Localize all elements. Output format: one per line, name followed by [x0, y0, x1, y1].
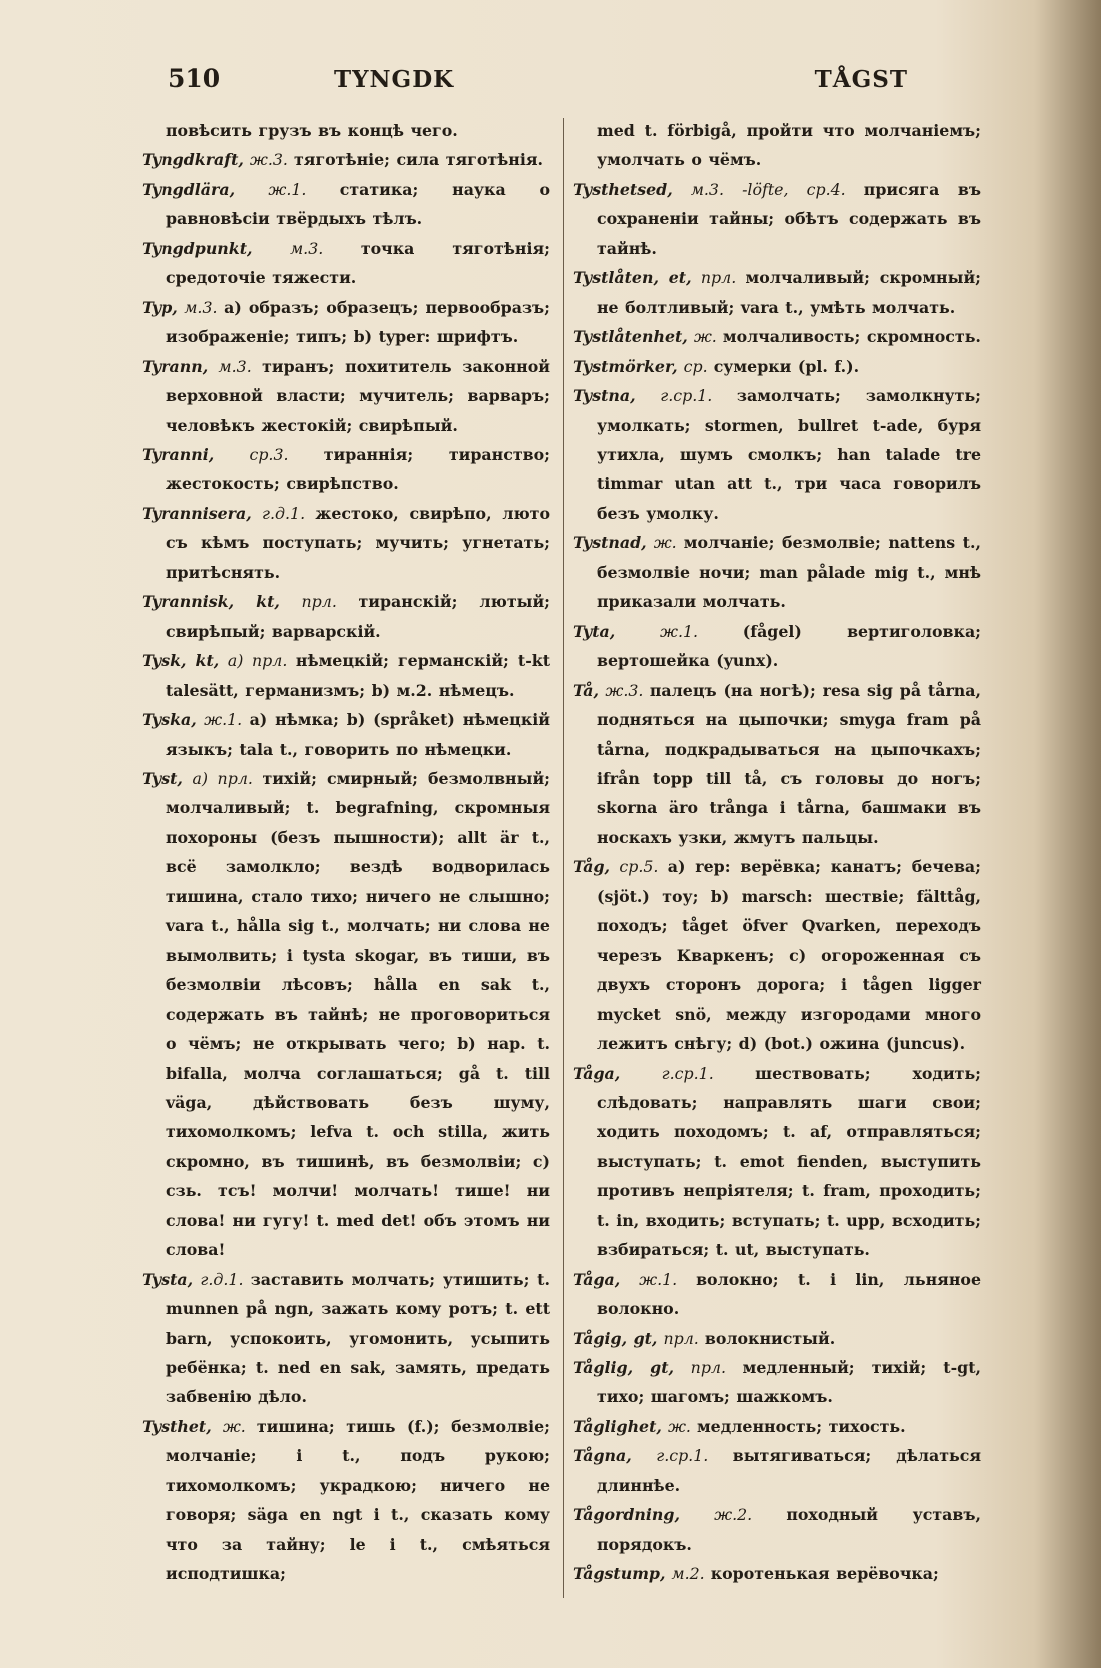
headword: Tyngdkraft, [142, 150, 244, 170]
definition: волокно; t. i lin, льняное волокно. [597, 1269, 981, 1319]
dictionary-entry [142, 116, 550, 145]
grammar-note: ж.2. [714, 1505, 753, 1525]
grammar-note: а) прл. [192, 768, 253, 788]
headword: Tysk, kt, [142, 651, 220, 671]
definition: тяготѣніе; сила тяготѣнія. [294, 150, 544, 170]
definition: палецъ (на ногѣ); resa sig på tårna, подняться на цыпочки; smyga fram på tårna, подкрадываться на цыпочкахъ; ifrån topp till tå, съ головы до ногъ; skorna äro trånga i tårna, башмаки въ носкахъ узки, жмутъ пальцы. [597, 680, 981, 847]
headword: Typ, [142, 297, 178, 317]
grammar-note: м.3. -löfte, ср.4. [690, 179, 846, 199]
dictionary-entry [142, 440, 550, 499]
definition: замолчать; замолкнуть; умолкать; stormen, bullret t-ade, буря утихла, шумъ смолкъ; han talade tre timmar utan att t., три часа говорилъ безъ умолку. [597, 386, 981, 523]
headword: Tyrannisk, kt, [142, 592, 280, 612]
definition: тираннія; тиранство; жестокость; свирѣпство. [166, 444, 550, 494]
headword: Tystnad, [573, 533, 647, 553]
grammar-note: г.д.1. [200, 1269, 244, 1289]
definition: присяга въ сохраненіи тайны; обѣтъ содержать въ тайнѣ. [597, 179, 981, 258]
dictionary-entry [573, 1559, 981, 1588]
dictionary-entry [573, 852, 981, 1058]
definition: статика; наука о равновѣсіи твёрдыхъ тѣлъ. [166, 179, 550, 229]
dictionary-entry [142, 1412, 550, 1589]
definition: нѣмецкій; германскій; t-kt talesätt, германизмъ; b) м.2. нѣмецъ. [166, 651, 550, 700]
grammar-note: а) прл. [227, 651, 288, 671]
headword: Tysthetsed, [573, 179, 673, 199]
dictionary-entry [573, 175, 981, 263]
grammar-note: прл. [663, 1328, 699, 1348]
dictionary-entry [142, 764, 550, 1265]
dictionary-entry [573, 1500, 981, 1559]
grammar-note: ж.1. [204, 710, 243, 730]
headword: Tyta, [573, 621, 616, 641]
dictionary-entry [573, 116, 981, 175]
headword: Tysta, [142, 1269, 194, 1289]
definition: молчаливый; скромный; не болтливый; vara t., умѣть молчать. [597, 268, 981, 317]
left-column [142, 116, 550, 1589]
dictionary-entry [573, 263, 981, 322]
dictionary-entry [573, 676, 981, 853]
grammar-note: ж. [667, 1416, 691, 1436]
grammar-note: г.ср.1. [660, 386, 713, 406]
dictionary-entry [573, 381, 981, 528]
headword: Tyranni, [142, 444, 215, 464]
definition: заставить молчать; утишить; t. munnen på ngn, зажать кому ротъ; t. ett barn, успокоить, угомонить, усыпить ребёнка; t. ned en sak, замять, предать забвенію дѣло. [166, 1269, 550, 1407]
headword: Tåga, [573, 1063, 621, 1083]
dictionary-entry [573, 1059, 981, 1265]
running-head-right: TÅGST [814, 66, 908, 93]
dictionary-entry [142, 646, 550, 705]
dictionary-entry [573, 1265, 981, 1324]
headword: Tystna, [573, 386, 636, 406]
headword: Tyngdlära, [142, 179, 236, 199]
definition: тиранскій; лютый; свирѣпый; варварскій. [166, 592, 550, 641]
headword: Tåglig, gt, [573, 1358, 675, 1378]
headword: Tåglighet, [573, 1416, 662, 1436]
dictionary-entry [573, 1412, 981, 1441]
definition: а) образъ; образецъ; первообразъ; изображеніе; типъ; b) typer: шрифтъ. [166, 297, 550, 347]
grammar-note: ж. [222, 1416, 246, 1436]
dictionary-entry [573, 1353, 981, 1412]
grammar-note: ср. [683, 356, 708, 376]
dictionary-entry [142, 1265, 550, 1412]
definition: медленный; тихій; t-gt, тихо; шагомъ; шажкомъ. [597, 1358, 981, 1407]
headword: Tyrannisera, [142, 503, 252, 523]
dictionary-entry [573, 1324, 981, 1353]
grammar-note: м.3. [290, 238, 324, 258]
grammar-note: ж. [653, 533, 677, 553]
page-number: 510 [168, 64, 221, 93]
column-divider [563, 118, 564, 1598]
grammar-note: м.2. [671, 1564, 705, 1584]
definition: жестоко, свирѣпо, люто съ кѣмъ поступать; мучить; угнетать; притѣснять. [166, 503, 550, 582]
grammar-note: м.3. [184, 297, 218, 317]
dictionary-entry [573, 528, 981, 616]
grammar-note: г.ср.1. [661, 1063, 714, 1083]
grammar-note: ж.1. [659, 621, 699, 641]
grammar-note: ж.1. [639, 1269, 678, 1289]
definition: тиранъ; похититель законной верховной власти; мучитель; варваръ; человѣкъ жестокій; свирѣпый. [166, 356, 550, 435]
grammar-note: г.д.1. [262, 503, 306, 523]
definition: (fågel) вертиголовка; вертошейка (yunx). [597, 621, 982, 671]
definition: а) rep: верёвка; канатъ; бечева; (sjöt.) тоу; b) marsch: шествіе; fälttåg, походъ; tåget öfver Qvarken, переходъ черезъ Кваркенъ; с) огороженная съ двухъ сторонъ дорога; i tågen ligger mycket snö, между изгородами много лежитъ снѣгу; d) (bot.) ожина (juncus). [597, 857, 981, 1054]
page-header [168, 64, 908, 104]
definition: med t. förbigå, пройти что молчаніемъ; умолчать о чёмъ. [597, 121, 981, 170]
dictionary-entry [142, 145, 550, 174]
headword: Tå, [573, 680, 599, 700]
definition: тихій; смирный; безмолвный; молчаливый; t. begrafning, скромныя похороны (безъ пышности); allt är t., всё замолкло; вездѣ водворилась тишина, стало тихо; ничего не слышно; vara t., hålla sig t., молчать; ни слова не вымолвить; i tysta skogar, въ тиши, въ безмолвіи лѣсовъ; hålla en sak t., содержать въ тайнѣ; не проговориться о чёмъ; не открывать чего; b) нар. t. bifalla, молча соглашаться; gå t. till väga, дѣйствовать безъ шуму, тихомолкомъ; lefva t. och stilla, жить скромно, въ тишинѣ, въ безмолвіи; с) сзь. тсъ! молчи! молчать! тише! ни слова! ни гугу! t. med det! объ этомъ ни слова! [166, 768, 550, 1260]
headword: Tåga, [573, 1269, 621, 1289]
headword: Tystlåten, et, [573, 268, 692, 288]
dictionary-entry [142, 705, 550, 764]
dictionary-entry [573, 617, 981, 676]
definition: повѣсить грузъ въ концѣ чего. [166, 121, 458, 140]
dictionary-entry [142, 234, 550, 293]
grammar-note: г.ср.1. [656, 1446, 709, 1466]
definition: молчаніе; безмолвіе; nattens t., безмолвіе ночи; man pålade mig t., мнѣ приказали молчать. [597, 533, 981, 612]
definition: медленность; тихость. [696, 1416, 906, 1436]
definition: точка тяготѣнія; средоточіе тяжести. [166, 238, 550, 288]
dictionary-entry [142, 587, 550, 646]
headword: Tyska, [142, 710, 197, 730]
grammar-note: ж.3. [249, 150, 288, 170]
grammar-note: прл. [690, 1358, 727, 1378]
headword: Tyst, [142, 768, 183, 788]
definition: вытягиваться; дѣлаться длиннѣе. [597, 1446, 981, 1495]
dictionary-entry [573, 322, 981, 351]
definition: волокнистый. [704, 1328, 836, 1348]
headword: Tågig, gt, [573, 1328, 658, 1348]
grammar-note: ср.3. [249, 444, 289, 464]
headword: Tågordning, [573, 1505, 680, 1525]
dictionary-entry [142, 175, 550, 234]
definition: походный уставъ, порядокъ. [597, 1505, 981, 1554]
headword: Tyngdpunkt, [142, 238, 253, 258]
definition: молчаливость; скромность. [722, 327, 981, 347]
running-head-left: TYNGDK [334, 66, 455, 93]
grammar-note: ср.5. [619, 857, 659, 877]
grammar-note: ж. [693, 327, 717, 347]
definition: а) нѣмка; b) (språket) нѣмецкій языкъ; tala t., говорить по нѣмецки. [166, 710, 550, 759]
dictionary-entry [142, 293, 550, 352]
definition: сумерки (pl. f.). [713, 356, 860, 376]
headword: Tysthet, [142, 1416, 212, 1436]
grammar-note: прл. [700, 268, 737, 288]
dictionary-entry [142, 352, 550, 440]
headword: Tystmörker, [573, 356, 678, 376]
headword: Tyrann, [142, 356, 209, 376]
dictionary-entry [573, 1441, 981, 1500]
definition: шествовать; ходить; слѣдовать; направлять шаги свои; ходить походомъ; t. af, отправляться; выступать; t. emot fienden, выступить противъ непріятеля; t. fram, проходить; t. in, входить; вступать; t. upp, всходить; взбираться; t. ut, выступать. [597, 1063, 982, 1260]
grammar-note: м.3. [218, 356, 252, 376]
headword: Tåg, [573, 857, 611, 877]
dictionary-entry [573, 352, 981, 381]
grammar-note: ж.3. [605, 680, 644, 700]
headword: Tågstump, [573, 1564, 666, 1584]
headword: Tystlåtenhet, [573, 327, 688, 347]
dictionary-entry [142, 499, 550, 587]
grammar-note: прл. [301, 592, 337, 612]
headword: Tågna, [573, 1446, 632, 1466]
right-column [573, 116, 981, 1589]
definition: тишина; тишь (f.); безмолвіе; молчаніе; i t., подъ рукою; тихомолкомъ; украдкою; ничего не говоря; säga en ngt i t., сказать кому что за тайну; le i t., смѣяться исподтишка; [166, 1416, 550, 1584]
grammar-note: ж.1. [268, 179, 307, 199]
definition: коротенькая верёвочка; [710, 1564, 939, 1584]
